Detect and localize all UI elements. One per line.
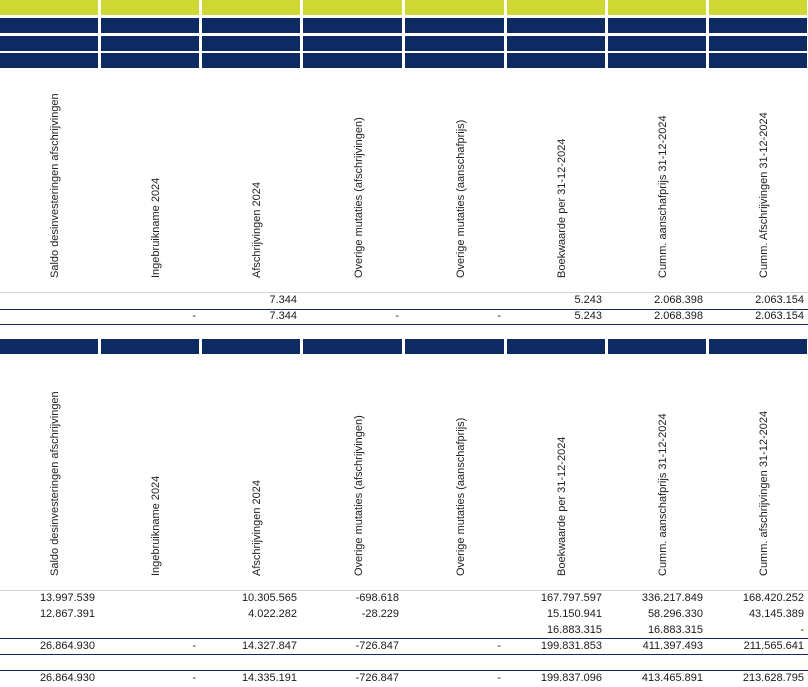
column-header-label: Overige mutaties (afschrijvingen) <box>352 117 365 278</box>
table-cell: 2.068.398 <box>654 294 703 306</box>
header-band-cell <box>0 18 98 33</box>
table-cell: - <box>192 310 196 322</box>
table-cell: 7.344 <box>269 310 297 322</box>
table-cell <box>405 607 504 622</box>
table-cell <box>101 623 199 638</box>
header-band-cell <box>709 339 807 354</box>
table-row <box>0 623 808 638</box>
table-cell: -726.847 <box>355 640 399 652</box>
table-cell <box>0 309 98 324</box>
table1-subtotal-row <box>0 309 808 324</box>
column-header-label: Ingebruikname 2024 <box>150 475 162 576</box>
table-cell: 2.068.398 <box>654 310 703 322</box>
column-header <box>303 70 402 292</box>
header-band-cell <box>202 36 300 51</box>
table-cell: 211.565.641 <box>743 640 804 652</box>
table2-header-band <box>0 339 808 354</box>
table-row <box>0 607 808 622</box>
column-header <box>0 70 98 292</box>
table-cell <box>405 293 504 308</box>
column-header-label: Saldo desinvesteringen afschrijvingen <box>49 391 61 576</box>
column-header-label: Cumm. Afschrijvingen 31-12-2024 <box>758 112 770 278</box>
table-cell: - <box>497 310 501 322</box>
column-header-label: Ingebruikname 2024 <box>150 177 162 278</box>
table-cell <box>202 623 300 638</box>
table-cell: - <box>497 672 501 684</box>
header-band-cell <box>101 53 199 68</box>
table-cell <box>101 607 199 622</box>
table-row <box>0 591 808 606</box>
table-cell: 13.997.539 <box>39 592 95 604</box>
column-header <box>101 70 199 292</box>
header-band-cell <box>202 339 300 354</box>
table-cell: -726.847 <box>355 672 399 684</box>
column-header-label: Overige mutaties (aanschafprijs) <box>454 417 467 576</box>
table-cell: 16.883.315 <box>647 624 703 636</box>
header-band-cell <box>202 18 300 33</box>
column-header <box>405 356 504 590</box>
header-band-cell <box>0 53 98 68</box>
column-header-label: Boekwaarde per 31-12-2024 <box>556 138 568 278</box>
header-band-yellow <box>0 0 808 15</box>
column-header <box>507 356 605 590</box>
table-cell: 5.243 <box>574 294 602 306</box>
table-cell: 167.797.597 <box>540 592 602 604</box>
table-cell <box>303 293 402 308</box>
table-cell: - <box>192 640 196 652</box>
table-cell: 411.397.493 <box>642 640 703 652</box>
header-band-cell <box>608 53 706 68</box>
header-band-cell <box>507 53 605 68</box>
column-header-label: Afschrijvingen 2024 <box>251 479 263 576</box>
table-cell: 336.217.849 <box>641 592 703 604</box>
table-cell: 4.022.282 <box>248 608 297 620</box>
column-header <box>405 70 504 292</box>
table-cell: 26.864.930 <box>39 640 95 652</box>
header-band-cell <box>405 36 504 51</box>
header-band-cell <box>202 0 300 15</box>
header-band-cell <box>0 339 98 354</box>
header-band-cell <box>405 0 504 15</box>
column-header <box>303 356 402 590</box>
column-header <box>608 356 706 590</box>
header-band-cell <box>0 36 98 51</box>
column-header <box>202 356 300 590</box>
header-band-cell <box>608 0 706 15</box>
column-header <box>0 356 98 590</box>
table-cell: 12.867.391 <box>39 608 95 620</box>
table-cell: 199.831.853 <box>540 640 602 652</box>
table-cell: 413.465.891 <box>641 672 703 684</box>
header-band-cell <box>101 0 199 15</box>
header-band-cell <box>507 339 605 354</box>
column-header-label: Overige mutaties (afschrijvingen) <box>352 415 365 576</box>
header-band-navy-3 <box>0 53 808 68</box>
table-cell: 14.327.847 <box>241 640 297 652</box>
header-band-cell <box>202 53 300 68</box>
column-header-label: Saldo desinvesteringen afschrijvingen <box>49 93 61 278</box>
column-header <box>202 70 300 292</box>
table2-total-row <box>0 671 808 686</box>
column-header-label: Boekwaarde per 31-12-2024 <box>556 436 568 576</box>
column-header <box>608 70 706 292</box>
table-cell: 16.883.315 <box>546 624 602 636</box>
table2-subtotal-row <box>0 639 808 654</box>
header-band-cell <box>303 36 402 51</box>
column-header <box>709 356 807 590</box>
header-band-cell <box>101 339 199 354</box>
header-band-cell <box>101 18 199 33</box>
header-band-cell <box>709 53 807 68</box>
header-band-navy-1 <box>0 18 808 33</box>
table-cell: 5.243 <box>574 310 602 322</box>
column-header <box>101 356 199 590</box>
header-band-cell <box>507 18 605 33</box>
table-cell: 10.305.565 <box>241 592 297 604</box>
table-cell: 168.420.252 <box>742 592 804 604</box>
header-band-cell <box>0 0 98 15</box>
table-cell: 58.296.330 <box>647 608 703 620</box>
column-header <box>709 70 807 292</box>
column-header-label: Cumm. afschrijvingen 31-12-2024 <box>758 410 770 576</box>
header-band-cell <box>303 53 402 68</box>
column-header-label: Afschrijvingen 2024 <box>251 181 263 278</box>
table-cell <box>101 293 199 308</box>
header-band-navy-2 <box>0 36 808 51</box>
column-header <box>507 70 605 292</box>
table-cell <box>101 591 199 606</box>
table-cell <box>0 623 98 638</box>
header-band-cell <box>608 339 706 354</box>
column-header-label: Cumm. aanschafprijs 31-12-2024 <box>657 115 669 278</box>
header-band-cell <box>405 339 504 354</box>
table-cell: 15.150.941 <box>546 608 602 620</box>
header-band-cell <box>405 53 504 68</box>
table-cell <box>405 591 504 606</box>
table-cell: 7.344 <box>269 294 297 306</box>
table-cell: 2.063.154 <box>755 294 804 306</box>
table-cell: 26.864.930 <box>39 672 95 684</box>
header-band-cell <box>303 18 402 33</box>
header-band-cell <box>303 0 402 15</box>
table-cell <box>405 623 504 638</box>
table-cell: - <box>192 672 196 684</box>
column-header-label: Overige mutaties (aanschafprijs) <box>454 119 467 278</box>
table-cell: -698.618 <box>355 592 399 604</box>
table-cell <box>0 293 98 308</box>
table-cell: 2.063.154 <box>755 310 804 322</box>
header-band-cell <box>405 18 504 33</box>
header-band-cell <box>709 18 807 33</box>
table-cell: -28.229 <box>361 608 399 620</box>
table-cell: 14.335.191 <box>241 672 297 684</box>
header-band-cell <box>507 36 605 51</box>
table-row <box>0 293 808 308</box>
table-cell: 199.837.096 <box>540 672 602 684</box>
table-cell: 43.145.389 <box>748 608 804 620</box>
table-cell: - <box>497 640 501 652</box>
header-band-cell <box>608 18 706 33</box>
header-band-cell <box>507 0 605 15</box>
table-cell: - <box>395 310 399 322</box>
table1-header <box>0 70 808 292</box>
header-band-cell <box>709 36 807 51</box>
header-band-cell <box>709 0 807 15</box>
column-header-label: Cumm. aanschafprijs 31-12-2024 <box>657 413 669 576</box>
header-band-cell <box>608 36 706 51</box>
header-band-cell <box>303 339 402 354</box>
table-cell <box>303 623 402 638</box>
table-cell: - <box>800 624 804 636</box>
header-band-cell <box>101 36 199 51</box>
table-cell: 213.628.795 <box>742 672 804 684</box>
table2-header <box>0 356 808 590</box>
